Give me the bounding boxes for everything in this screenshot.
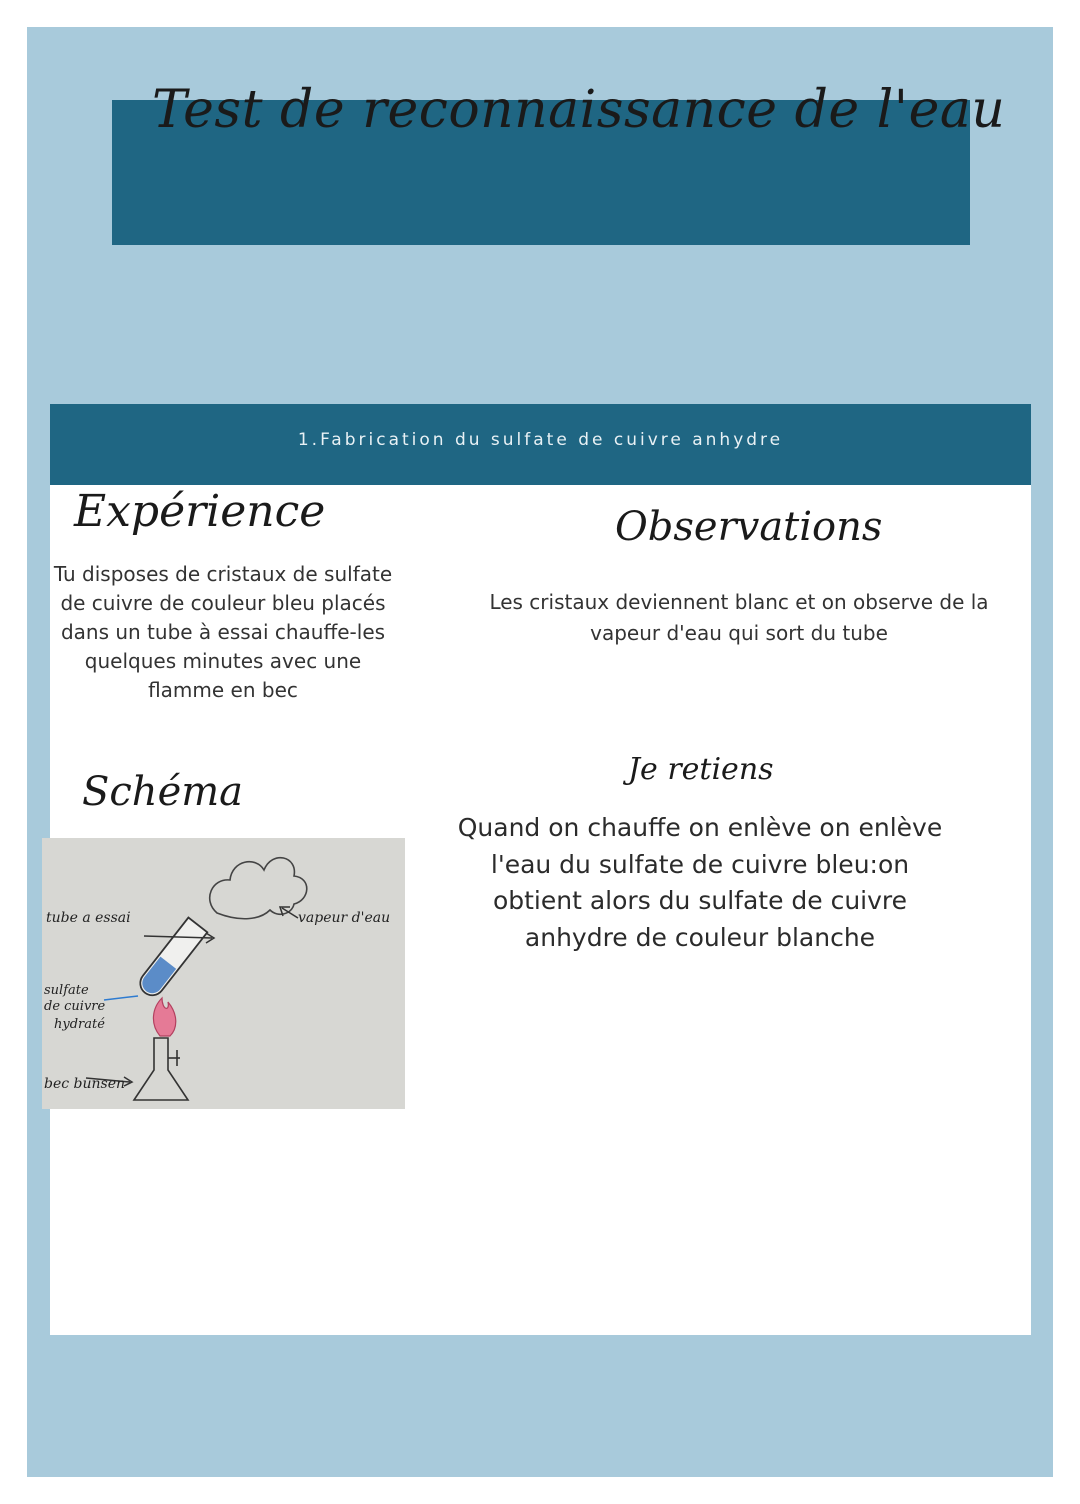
label-vapeur: vapeur d'eau [298,910,391,926]
section-header [50,404,1031,485]
observations-heading: Observations [615,504,883,550]
drawing-paper [42,838,405,1109]
content-card [44,404,1031,1335]
label-sulfate-2: de cuivre [44,999,106,1014]
label-sulfate-3: hydraté [54,1017,105,1032]
label-sulfate-1: sulfate [44,983,89,998]
retiens-text: Quand on chauffe on enlève on enlève l'eau du sulfate de cuivre bleu:on obtient alors du sulfate de cuivre anhydre de couleur blanche [457,813,943,952]
experience-text: Tu disposes de cristaux de sulfate de cuivre de couleur bleu placés dans un tube à essai chauffe-les quelques minutes avec une flamme en bec [53,562,393,702]
experience-heading: Expérience [74,486,326,537]
observations-text: Les cristaux deviennent blanc et on observe de la vapeur d'eau qui sort du tube [489,590,989,645]
label-tube: tube a essai [46,910,131,926]
label-bec: bec bunsen [44,1076,126,1092]
page-title: Test de reconnaissance de l'eau [152,80,1006,140]
retiens-heading: Je retiens [628,752,774,787]
schema-drawing [42,838,405,1109]
section-title: 1.Fabrication du sulfate de cuivre anhydre [297,430,784,450]
schema-heading: Schéma [82,769,244,815]
